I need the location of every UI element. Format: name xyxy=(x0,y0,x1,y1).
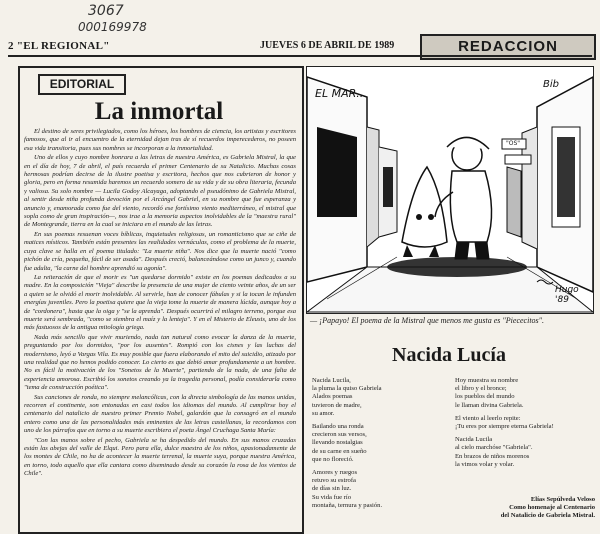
poem-line: tuvieron de madre, xyxy=(312,401,362,409)
poem-line: de días sin luz. xyxy=(312,485,352,493)
editorial-paragraph: El destino de seres privilegiados, como los héroes, los hombres de ciencia, los artistas y escritores famosos, que al ir al encuentro de la eternidad dejan tras de sí recuerdos imperecederos, no poseen esa vida transitoria, pues sus nombres se incorporan a la inmortalidad. xyxy=(24,128,296,152)
poem-line: su amor. xyxy=(312,409,335,417)
poem-column-left xyxy=(312,377,452,515)
cartoon-door-sign: "OS" xyxy=(506,140,521,147)
editorial-paragraph: La reiteración de que el morir es "un quedarse dormido" existe en los poemas dedicados a su madre. En la composición "Vieja" describe la presencia de una mujer de ciento veinte años, de un ser a quien se le olvidó el morir inolvidable. Al servirle, han de conocer fábulas y si la tocan le infunden energías juveniles. Pero la poetisa quiere que la vieja tome la muerte de manera lúcida, aunque hoy a de "cordonera", hasta que la oiga y "se la aprenda". Después ocurrirá el milagro terreno, porque esa muerte será sembrada, "como se siembra el maíz y la lenteja". Y en el Misterio de Eleusis, uno de los más fastuosos de la antigua mitología griega. xyxy=(24,273,296,332)
poem-line: de su carne en sueño xyxy=(312,447,367,455)
poem-line: al cielo marchóse "Gabriela". xyxy=(455,444,533,452)
poem-line: Alados poemas xyxy=(312,393,353,401)
poem-line: ¡Tu eres por siempre eterna Gabriela! xyxy=(455,423,554,431)
poem-stanza xyxy=(312,423,452,464)
issue-date: JUEVES 6 DE ABRIL DE 1989 xyxy=(260,40,395,51)
cartoon-drawing xyxy=(307,67,593,313)
cartoon-sign-right: Bib xyxy=(543,79,559,90)
poem-line: Nacida Lucila, xyxy=(312,377,351,384)
dedication-line: del Natalicio de Gabriela Mistral. xyxy=(500,512,595,519)
poem-line: retuvo su estrofa xyxy=(312,477,356,485)
poem-line: la pluma la quiso Gabriela xyxy=(312,385,382,393)
handwritten-number: 3067 xyxy=(88,3,124,19)
poem-line: Su vida fue río xyxy=(312,493,352,501)
cartoon-caption: — ¡Papayo! El poema de la Mistral que menos me gusta es "Piececitos". xyxy=(310,316,545,325)
poem-stanza xyxy=(455,415,595,431)
cartoon-sign-left: EL MAR... xyxy=(315,87,367,100)
poem-line: El viento al leerlo repite: xyxy=(455,414,521,422)
poem-line: Nacida Lucila xyxy=(455,436,493,444)
poem-line: el libro y el bronce; xyxy=(455,385,507,393)
poem-line: En brazos de niños morenos xyxy=(455,452,530,460)
poem-stanza xyxy=(312,377,452,418)
poem-line: Bailando una ronda xyxy=(312,423,364,431)
poem-line: los pueblos del mundo xyxy=(455,393,515,401)
poem-line: le llaman divina Gabriela. xyxy=(455,401,524,409)
poem-line: montaña, ternura y pasión. xyxy=(312,501,383,509)
cartoon-illustration xyxy=(306,66,594,314)
poem-title: Nacida Lucía xyxy=(392,344,506,366)
dedication-line: Como homenaje al Centenario xyxy=(509,504,595,511)
poem-column-right xyxy=(455,377,595,474)
header-rule xyxy=(8,55,592,57)
editorial-paragraph: Sus canciones de ronda, no siempre melancólicas, con la directa simbología de las manos unidas, recorren el continente, son entonadas en casi todos los idiomas del mundo. Al cumplirse hoy el centenario del natalicio de nuestro primer Premio Nobel, galardón que la consagró en el mundo entero como una de las personalidades más eminentes de las letras castellanas, la recordamos con uno de los párrafos que en torno a su muerte escribiera el poeta Ángel Cruchaga Santa María: xyxy=(24,393,296,435)
editorial-label: EDITORIAL xyxy=(38,74,126,95)
section-banner: REDACCION xyxy=(420,34,596,60)
poem-line: que no floreció. xyxy=(312,455,354,463)
author-name: Elías Sepúlveda Veloso xyxy=(530,496,595,503)
poem-stanza xyxy=(312,469,452,510)
poem-line: Amores y ruegos xyxy=(312,469,358,477)
poem-signature xyxy=(455,496,595,520)
editorial-body xyxy=(24,128,296,526)
editorial-paragraph: En sus poemas resuenan voces bíblicas, inquietudes religiosas, un romanticismo que se ciñe de matices místicos. También están presentes las realidades vernáculas, como el problema de la muerte, cuya clave se halla en el poema titulado: "La muerte niña". Nos dice que la muerte nació "como pichón de cría, pequeña, fácil de ser asada". Después creció, balanceándose como un junco y, cuando fue adulta, "la carne del hombre aprendió su agonía". xyxy=(24,230,296,272)
poem-line: crecieron sus versos, xyxy=(312,431,367,439)
poem-stanza xyxy=(455,436,595,469)
editorial-title: La inmortal xyxy=(94,98,224,125)
editorial-paragraph: "Con las manos sobre el pecho, Gabriela se ha despedido del mundo. En sus manos cruzadas están las abejas del valle de Elqui. Pero para ella, dulce maestra de los niños, apasionadamente de los montes de Chile, no ha de acontecer la muerte terrenal, la muerte suya, porque nuestra América, en torno, todo aquello que ella cantara como diseminado desde su corazón la rosa de los vientos de Chile". xyxy=(24,436,296,478)
cartoon-artist-signature: Hugo '89 xyxy=(555,285,579,305)
editorial-paragraph: Uno de ellos y cuyo nombre honrara a las letras de nuestra América, es Gabriela Mistral, la que en el día de hoy, 7 de abril, el país recuerda el primer Centenario de su Natalicio. Muchas cosas hermosas podrían decirse de la ilustre poetisa y escritora, hechos que nos cubrieron de honor y gloria, pero en forma resumida haremos un recuerdo somero de su vida y de su obra literaria, fecunda y valiosa. Su solo nombre — Lucila Godoy Alcayaga, adoptando el pseudónimo de Gabriela Mistral, al sentir desde niña profunda devoción por el Arcángel Gabriel, en su nombre que fue esperanza y anuncio y, enamorada como fue del viento, recordó ese fortísimo viento mediterráneo, el mistral que sopla como de gran inspiración—, nos trae a la memoria aspectos inolvidables de la "maestra rural" de Montegrande, tierra en la cual se iniciara en el mundo de las letras. xyxy=(24,154,296,229)
poem-line: la vimos volar y volar. xyxy=(455,460,515,468)
poem-stanza xyxy=(455,377,595,410)
archive-number: 000169978 xyxy=(78,20,147,34)
poem-line: llevando nostalgias xyxy=(312,439,363,447)
editorial-paragraph: Nada más sencillo que vivir muriendo, nada tan natural como evocar la danza de la muerte, preguntando por los dormidos, "por los ausentes". Rompió con los cisnes y las luchas del modernismo, leyó a Vargas Vila. Es muy posible que fuera elaborando el mito del suicidio, atizado por una realidad que no hemos podido conocer. Lo cierto es que debió amar profundamente a un hombre. No es fácil la motivación de los "Sonetos de la Muerte", partiendo de la nada, de una falta de experiencia amorosa. Escribió los sonetos creando ya la tragedia personal, podía considerarla como "tema de construcción poética". xyxy=(24,333,296,392)
poem-line: Hoy muestra su nombre xyxy=(455,377,519,384)
page-number-newspaper: 2 "EL REGIONAL" xyxy=(8,40,110,52)
